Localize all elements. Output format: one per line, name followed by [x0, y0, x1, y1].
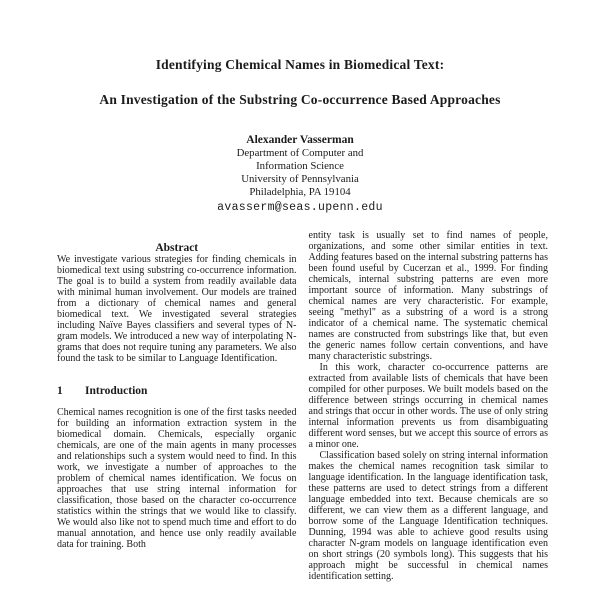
paper-title-line-1: Identifying Chemical Names in Biomedical Text: [155, 57, 445, 72]
affiliation-line: Department of Computer and [236, 147, 364, 159]
body-paragraph: Classification based solely on string internal information makes the chemical names recognition task similar to language identification. In the language identification task, these patterns are used to detect strings from a different language embedded into text. Because chemicals are so different, we can view them as a different language, and borrow some of the Language Identification techniques. Dunning, 1994 was able to achieve good results using character N-gram models on language identification even on short strings (20 symbols long). This suggests that his approach might be successful in chemical names identification setting. [308, 450, 548, 582]
body-paragraph: In this work, character co-occurrence patterns are extracted from available lists of chemicals that have been compiled for other purposes. We built models based on the difference between strings occurring in chemical names and strings that occur in other words. The use of only string internal information prevents us from disambiguating different word senses, but we accept this source of errors as a minor one. [308, 362, 548, 450]
abstract-text: We investigate various strategies for finding chemicals in biomedical text using substring co-occurrence information. The goal is to build a system from readily available data with minimal human involvement. Our models are trained from a dictionary of chemical names and general biomedical text. We investigated several strategies including Naïve Bayes classifiers and several types of N-gram models. We introduced a new way of interpolating N-grams that does not require tuning any parameters. We also found the task to be similar to Language Identification. [57, 254, 297, 364]
author-block [0, 134, 600, 215]
body-paragraph: Chemical names recognition is one of the first tasks needed for building an information extraction system in the biomedical domain. Chemicals, especially organic chemicals, are one of the main agents in many processes and relationships such a system would need to find. In this work, we investigate a number of approaches to the problem of chemical names identification. We focus on approaches that use string internal information for classification, those based on the character co-occurrence statistics within the strings that we would like to classify. We would also like not to spend much time and effort to do manual annotation, and hence use only readily available data for training. Both [57, 407, 297, 550]
author-email: avasserm@seas.upenn.edu [217, 201, 383, 214]
body-paragraph: entity task is usually set to find names of people, organizations, and some other similar entities in text. Adding features based on the internal substring patterns has been found useful by Cucerzan et al., 1999. For finding chemicals, internal substring patterns are even more important source of information. Many substrings of chemical names are very characteristic. For example, seeing "methyl" as a substring of a word is a strong indicator of a chemical name. The systematic chemical names are constructed from substrings like that, but even the generic names follow certain conventions, and have many characteristic substrings. [308, 230, 548, 362]
right-column [309, 230, 549, 582]
section-title: Introduction [85, 385, 148, 397]
two-column-body [57, 230, 548, 582]
affiliation-line: University of Pennsylvania [241, 173, 359, 185]
section-heading-introduction [57, 386, 297, 397]
abstract-heading: Abstract [155, 242, 199, 254]
paper-title-line-2: An Investigation of the Substring Co-occurrence Based Approaches [99, 92, 501, 107]
title-block [0, 0, 600, 108]
section-number: 1 [57, 385, 63, 397]
affiliation-line: Philadelphia, PA 19104 [249, 186, 351, 198]
affiliation-line: Information Science [256, 160, 344, 172]
left-column [57, 230, 297, 582]
author-name: Alexander Vasserman [246, 134, 354, 146]
